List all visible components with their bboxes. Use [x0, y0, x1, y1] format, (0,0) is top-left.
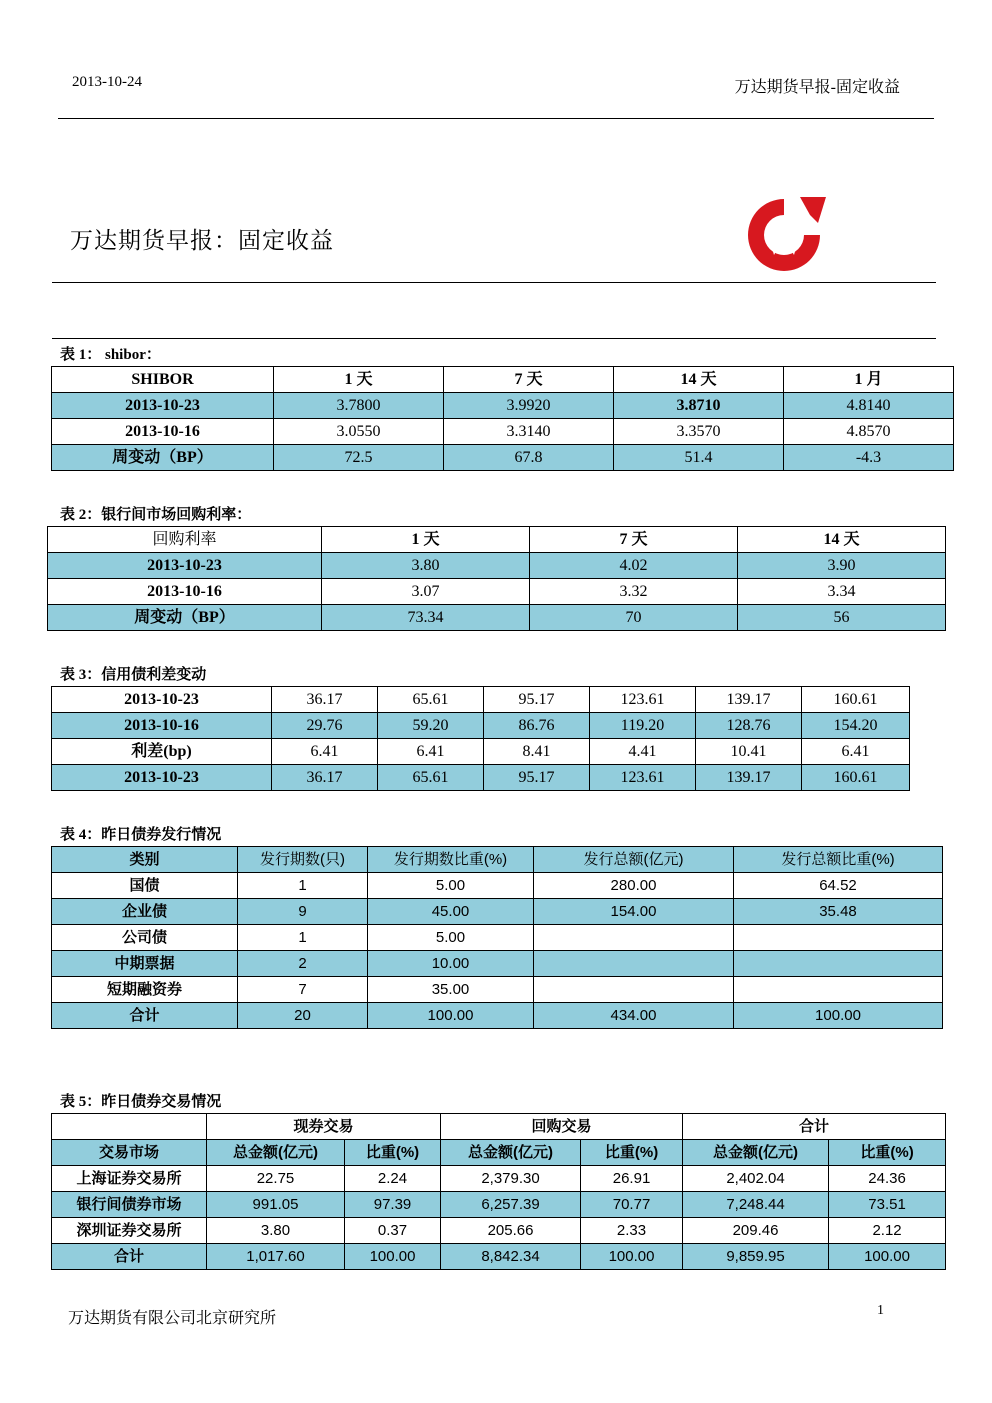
table-cell: 3.80 — [322, 553, 530, 579]
row-label: 利差(bp) — [52, 739, 272, 765]
page-number: 1 — [877, 1303, 884, 1318]
table-row — [52, 419, 954, 445]
row-label: 2013-10-23 — [48, 553, 322, 579]
table-cell: 9 — [238, 899, 368, 925]
group-header: 回购交易 — [441, 1114, 683, 1140]
table-cell: 991.05 — [207, 1192, 345, 1218]
header-cell: 1 天 — [274, 367, 444, 393]
table-cell: 95.17 — [484, 687, 590, 713]
header-cell: 比重(%) — [345, 1140, 441, 1166]
table-cell: 2.33 — [581, 1218, 683, 1244]
table-cell: 45.00 — [368, 899, 534, 925]
table-row — [52, 1003, 943, 1029]
table-row — [52, 951, 943, 977]
table-header-row — [52, 367, 954, 393]
table-cell: 67.8 — [444, 445, 614, 471]
table-cell: 100.00 — [734, 1003, 943, 1029]
row-label: 深圳证券交易所 — [52, 1218, 207, 1244]
table-cell: 59.20 — [378, 713, 484, 739]
table-cell: 10.00 — [368, 951, 534, 977]
table-cell: 3.32 — [530, 579, 738, 605]
table-cell: 3.90 — [738, 553, 946, 579]
table-cell: 2.24 — [345, 1166, 441, 1192]
table-cell: 119.20 — [590, 713, 696, 739]
table-cell: 70 — [530, 605, 738, 631]
table-cell: 51.4 — [614, 445, 784, 471]
empty-cell — [52, 1114, 207, 1140]
table-cell — [534, 951, 734, 977]
table-cell: 2,402.04 — [683, 1166, 829, 1192]
table-cell: 3.3140 — [444, 419, 614, 445]
table-cell: 10.41 — [696, 739, 802, 765]
table-cell: 65.61 — [378, 687, 484, 713]
table-cell: 24.36 — [829, 1166, 946, 1192]
header-cell: 14 天 — [738, 527, 946, 553]
header-cell: SHIBOR — [52, 367, 274, 393]
table-group-row — [52, 1114, 946, 1140]
table-cell: 139.17 — [696, 687, 802, 713]
table-cell: 100.00 — [581, 1244, 683, 1270]
table-cell: 5.00 — [368, 925, 534, 951]
table-row — [52, 873, 943, 899]
table-cell: 123.61 — [590, 687, 696, 713]
row-label: 周变动（BP） — [48, 605, 322, 631]
table-cell: 6,257.39 — [441, 1192, 581, 1218]
header-cell: 发行期数(只) — [238, 847, 368, 873]
header-cell: 发行总额比重(%) — [734, 847, 943, 873]
table-cell: -4.3 — [784, 445, 954, 471]
table-row — [52, 739, 910, 765]
header-cell: 回购利率 — [48, 527, 322, 553]
table-cell: 4.8570 — [784, 419, 954, 445]
table-cell: 7 — [238, 977, 368, 1003]
table-cell: 3.07 — [322, 579, 530, 605]
row-label: 企业债 — [52, 899, 238, 925]
row-label: 合计 — [52, 1244, 207, 1270]
row-label: 2013-10-23 — [52, 687, 272, 713]
table-cell: 95.17 — [484, 765, 590, 791]
table-cell: 56 — [738, 605, 946, 631]
table-cell: 5.00 — [368, 873, 534, 899]
wanda-logo — [742, 193, 826, 277]
table-cell: 205.66 — [441, 1218, 581, 1244]
table-cell: 36.17 — [272, 765, 378, 791]
table-cell: 6.41 — [802, 739, 910, 765]
table-row — [48, 579, 946, 605]
table-cell: 6.41 — [272, 739, 378, 765]
table-cell: 22.75 — [207, 1166, 345, 1192]
table-row — [52, 765, 910, 791]
header-cell: 发行总额(亿元) — [534, 847, 734, 873]
header-cell: 7 天 — [530, 527, 738, 553]
row-label: 周变动（BP） — [52, 445, 274, 471]
table4-caption: 表 4：昨日债券发行情况 — [60, 827, 222, 843]
table-cell: 434.00 — [534, 1003, 734, 1029]
table-cell: 3.80 — [207, 1218, 345, 1244]
table-cell: 2 — [238, 951, 368, 977]
footer-company: 万达期货有限公司北京研究所 — [68, 1310, 277, 1327]
table-cell: 154.00 — [534, 899, 734, 925]
table-cell — [734, 977, 943, 1003]
table-cell: 4.8140 — [784, 393, 954, 419]
table-cell: 1 — [238, 873, 368, 899]
table-cell — [534, 977, 734, 1003]
row-label: 2013-10-16 — [52, 713, 272, 739]
table-cell: 20 — [238, 1003, 368, 1029]
table-row — [48, 553, 946, 579]
table-header-row — [52, 847, 943, 873]
table-cell: 3.8710 — [614, 393, 784, 419]
header-cell: 总金额(亿元) — [207, 1140, 345, 1166]
table-cell: 3.0550 — [274, 419, 444, 445]
table-cell: 72.5 — [274, 445, 444, 471]
row-label: 2013-10-16 — [52, 419, 274, 445]
table-cell: 280.00 — [534, 873, 734, 899]
table5-caption: 表 5：昨日债券交易情况 — [60, 1094, 222, 1110]
table-row — [52, 977, 943, 1003]
header-date: 2013-10-24 — [72, 74, 142, 90]
row-label: 中期票据 — [52, 951, 238, 977]
table-cell: 4.41 — [590, 739, 696, 765]
row-label: 2013-10-16 — [48, 579, 322, 605]
table-cell: 35.48 — [734, 899, 943, 925]
table-row — [52, 1166, 946, 1192]
shibor-table — [51, 366, 954, 471]
table-cell: 35.00 — [368, 977, 534, 1003]
table-cell: 7,248.44 — [683, 1192, 829, 1218]
table-cell — [734, 951, 943, 977]
table-cell: 123.61 — [590, 765, 696, 791]
table-cell: 8,842.34 — [441, 1244, 581, 1270]
header-cell: 总金额(亿元) — [683, 1140, 829, 1166]
row-label: 2013-10-23 — [52, 393, 274, 419]
table-header-row — [48, 527, 946, 553]
table-cell: 128.76 — [696, 713, 802, 739]
table-cell: 26.91 — [581, 1166, 683, 1192]
header-cell: 类别 — [52, 847, 238, 873]
group-header: 合计 — [683, 1114, 946, 1140]
table-cell — [734, 925, 943, 951]
header-cell: 14 天 — [614, 367, 784, 393]
table-cell: 100.00 — [368, 1003, 534, 1029]
table1-caption: 表 1： shibor： — [60, 347, 161, 363]
table-cell: 139.17 — [696, 765, 802, 791]
table-cell: 0.37 — [345, 1218, 441, 1244]
group-header: 现券交易 — [207, 1114, 441, 1140]
bond-trading-table — [51, 1113, 946, 1270]
row-label: 公司债 — [52, 925, 238, 951]
bond-issuance-table — [51, 846, 943, 1029]
header-cell: 1 天 — [322, 527, 530, 553]
table-cell: 3.3570 — [614, 419, 784, 445]
table-row — [52, 925, 943, 951]
table-cell: 64.52 — [734, 873, 943, 899]
header-cell: 交易市场 — [52, 1140, 207, 1166]
credit-spread-table — [51, 686, 910, 791]
table-cell: 209.46 — [683, 1218, 829, 1244]
table-cell: 3.34 — [738, 579, 946, 605]
table-cell: 3.9920 — [444, 393, 614, 419]
header-title: 万达期货早报-固定收益 — [734, 79, 900, 96]
row-label: 银行间债券市场 — [52, 1192, 207, 1218]
header-cell: 比重(%) — [581, 1140, 683, 1166]
table-row — [52, 687, 910, 713]
table-row — [52, 1192, 946, 1218]
table-row — [48, 605, 946, 631]
table-cell: 29.76 — [272, 713, 378, 739]
header-divider — [58, 118, 934, 119]
row-label: 上海证券交易所 — [52, 1166, 207, 1192]
table2-caption: 表 2：银行间市场回购利率： — [60, 507, 252, 523]
table-row — [52, 713, 910, 739]
table-cell: 2.12 — [829, 1218, 946, 1244]
table-row — [52, 1244, 946, 1270]
header-cell: 7 天 — [444, 367, 614, 393]
table-row — [52, 1218, 946, 1244]
row-label: 合计 — [52, 1003, 238, 1029]
table-cell: 154.20 — [802, 713, 910, 739]
table-cell: 100.00 — [345, 1244, 441, 1270]
table-cell: 4.02 — [530, 553, 738, 579]
table-cell: 1 — [238, 925, 368, 951]
repo-rate-table — [47, 526, 946, 631]
table-cell: 73.51 — [829, 1192, 946, 1218]
row-label: 国债 — [52, 873, 238, 899]
table-row — [52, 445, 954, 471]
section-divider — [52, 338, 936, 339]
table-cell: 9,859.95 — [683, 1244, 829, 1270]
table-row — [52, 393, 954, 419]
table-cell: 3.7800 — [274, 393, 444, 419]
header-cell: 比重(%) — [829, 1140, 946, 1166]
table-cell: 2,379.30 — [441, 1166, 581, 1192]
table-cell: 97.39 — [345, 1192, 441, 1218]
row-label: 短期融资券 — [52, 977, 238, 1003]
table-cell: 100.00 — [829, 1244, 946, 1270]
table-cell: 160.61 — [802, 687, 910, 713]
table-cell: 6.41 — [378, 739, 484, 765]
header-cell: 发行期数比重(%) — [368, 847, 534, 873]
table-cell: 8.41 — [484, 739, 590, 765]
title-divider — [52, 282, 936, 283]
table-cell: 160.61 — [802, 765, 910, 791]
header-cell: 1 月 — [784, 367, 954, 393]
row-label: 2013-10-23 — [52, 765, 272, 791]
table-cell: 65.61 — [378, 765, 484, 791]
table3-caption: 表 3：信用债利差变动 — [60, 667, 207, 683]
table-header-row — [52, 1140, 946, 1166]
document-title: 万达期货早报：固定收益 — [70, 228, 334, 253]
table-cell: 70.77 — [581, 1192, 683, 1218]
table-cell: 73.34 — [322, 605, 530, 631]
table-cell: 36.17 — [272, 687, 378, 713]
table-row — [52, 899, 943, 925]
table-cell: 1,017.60 — [207, 1244, 345, 1270]
table-cell: 86.76 — [484, 713, 590, 739]
header-cell: 总金额(亿元) — [441, 1140, 581, 1166]
table-cell — [534, 925, 734, 951]
